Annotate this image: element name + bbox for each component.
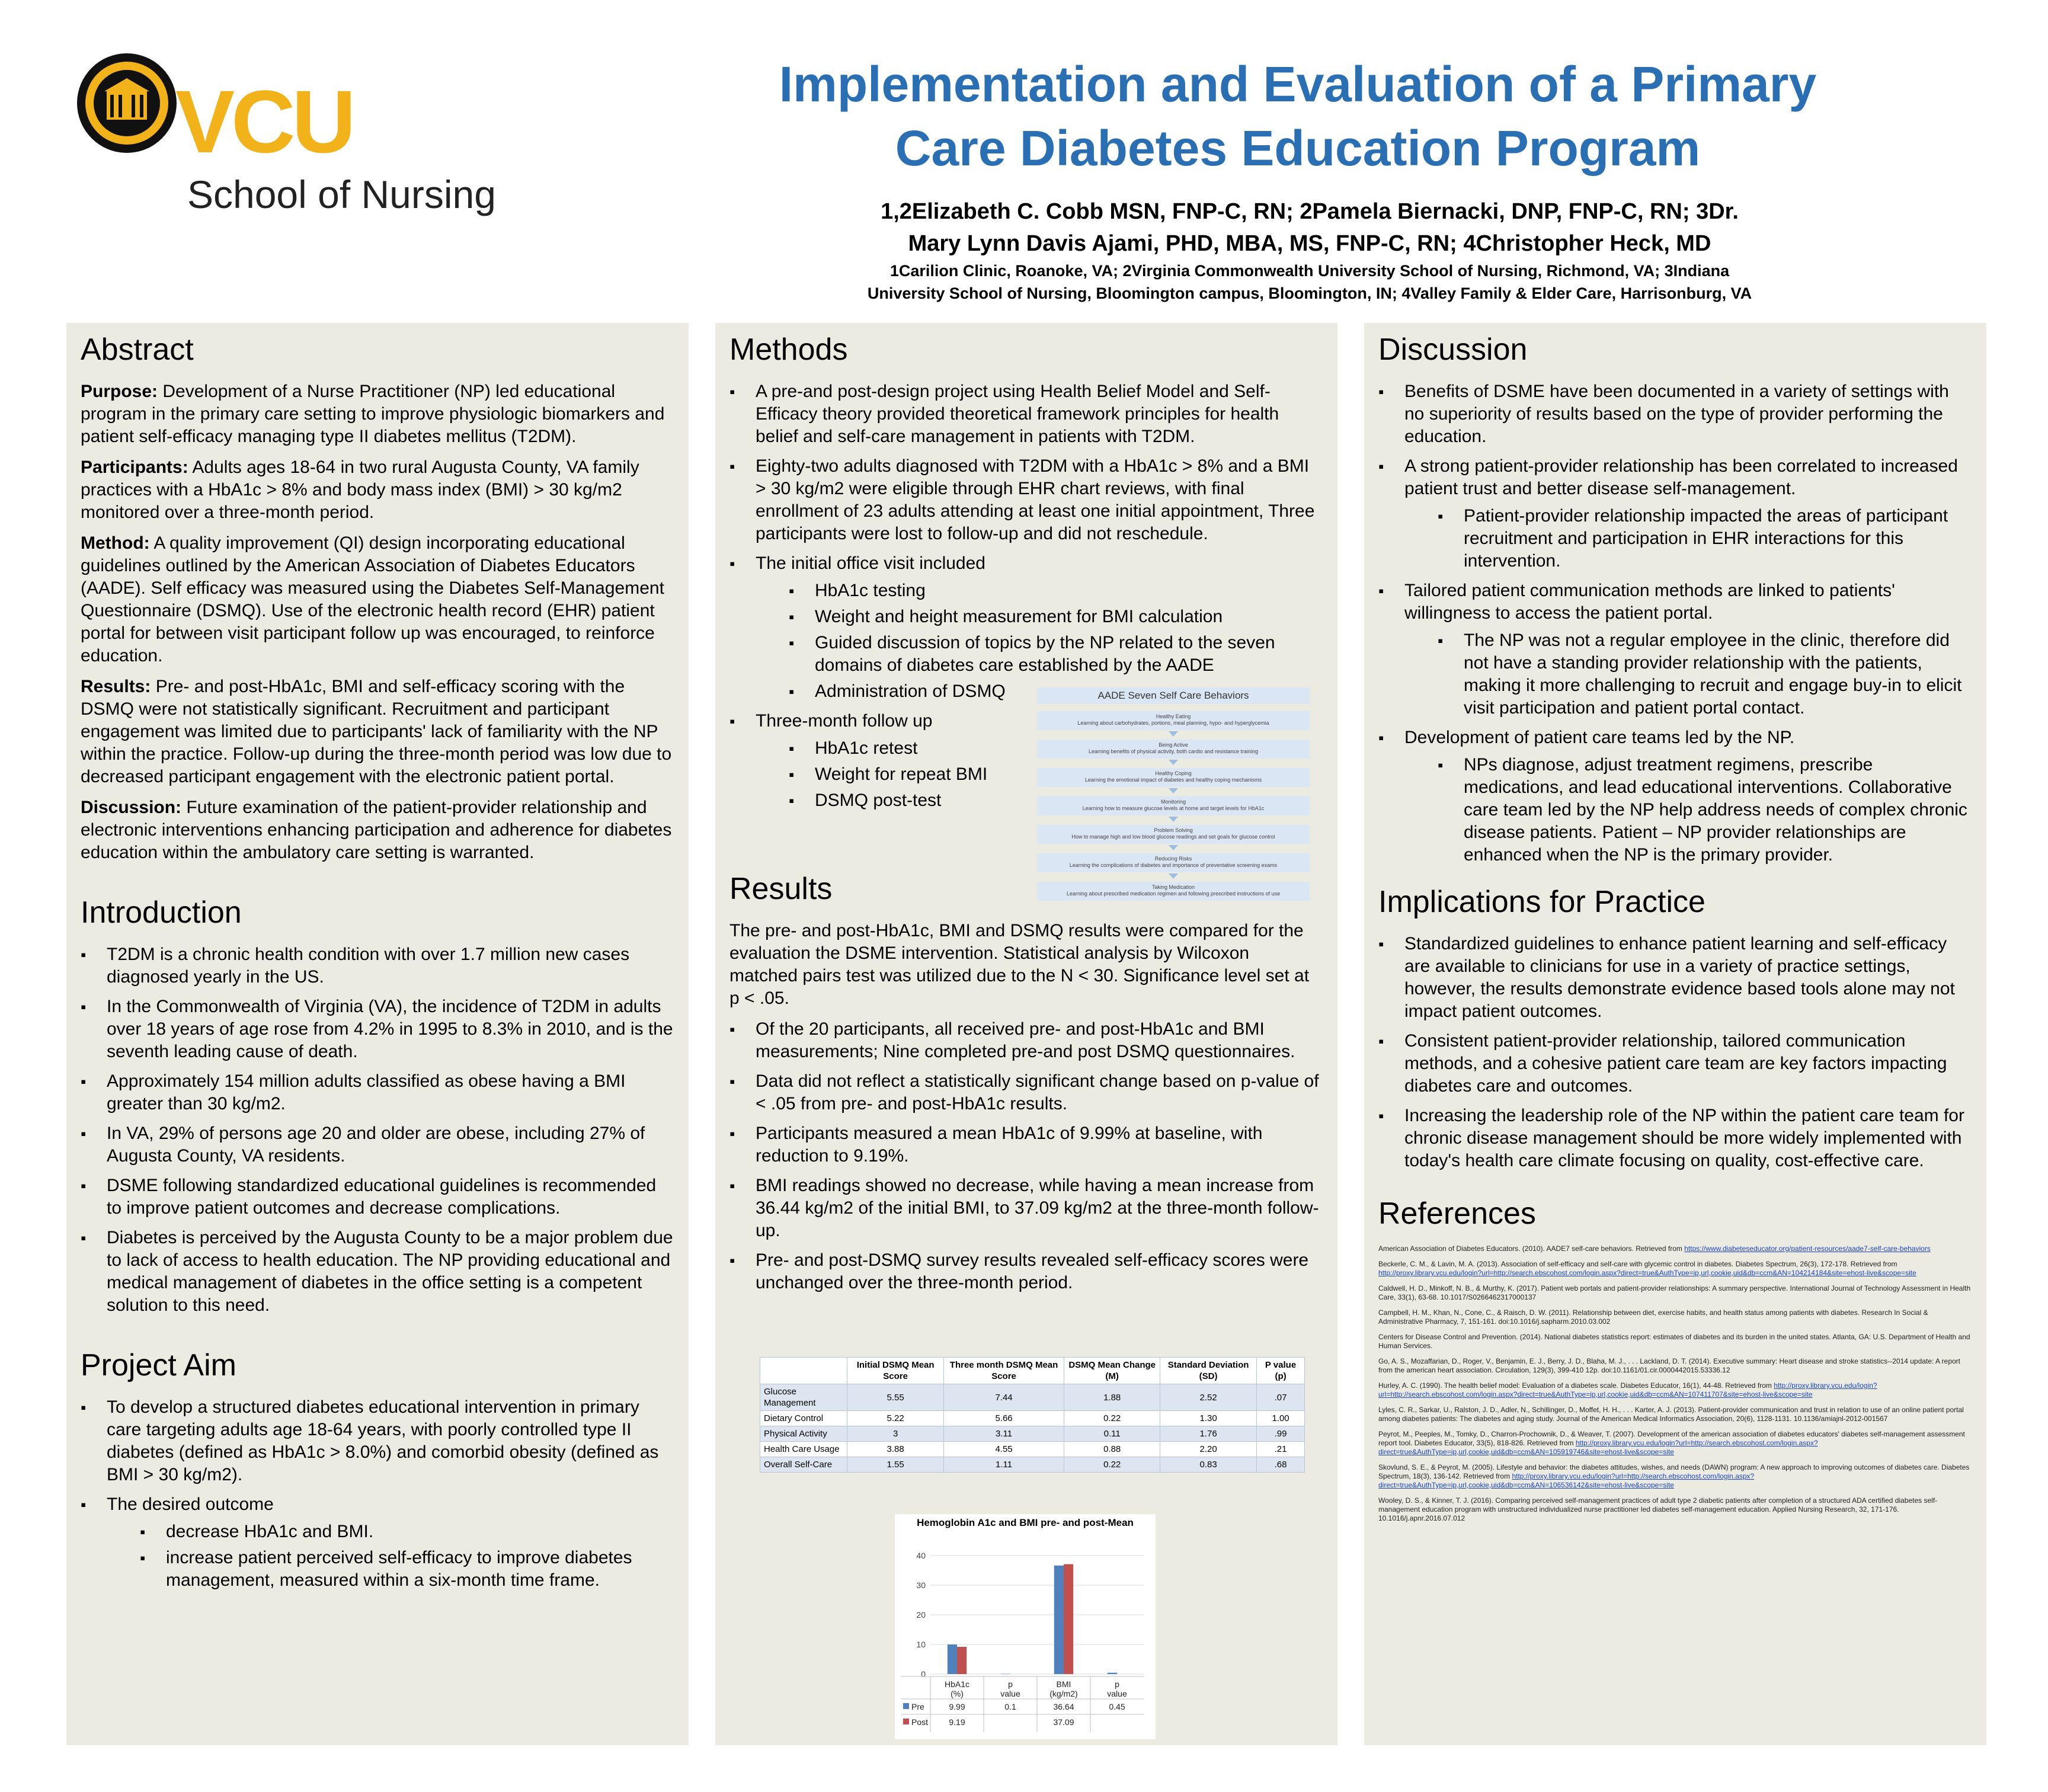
list-item: ▪ Approximately 154 million adults classified as obese having a BMI greater than 30 kg/m2.	[107, 1070, 673, 1115]
diagram-step-name: Monitoring	[1160, 799, 1186, 805]
data-label: 0.1	[1004, 1702, 1016, 1711]
abstract-discussion: Discussion: Future examination of the patient-provider relationship and electronic interventions enhancing participation and adherence for diabetes education within the ambulatory care setting is warranted.	[81, 798, 672, 862]
diagram-arrow	[1169, 873, 1178, 879]
diagram-arrow	[1169, 817, 1178, 822]
table-cell: 1.76	[1160, 1426, 1257, 1442]
x-category-label: p	[1115, 1679, 1119, 1689]
diagram-step	[1037, 853, 1310, 872]
bar	[948, 1644, 957, 1674]
table-row	[760, 1384, 1305, 1411]
list-item: ▪ Data did not reflect a statistically significant change based on p-value of < .05 from pre- and post-HbA1c results.	[756, 1070, 1322, 1115]
project-aim-list	[81, 1396, 673, 1592]
y-tick-label: 20	[916, 1610, 926, 1620]
bar	[1064, 1564, 1073, 1674]
table-cell: 0.83	[1160, 1457, 1257, 1473]
diagram-step-name: Problem Solving	[1154, 827, 1193, 833]
abstract-section	[81, 332, 673, 864]
diagram-step-desc: Learning benefits of physical activity, both cardio and resistance training	[1089, 748, 1258, 754]
vcu-seal-logo	[76, 52, 178, 154]
list-item: ▪ In the Commonwealth of Virginia (VA), the incidence of T2DM in adults over 18 years of age rose from 4.2% in 1995 to 8.3% in 2010, and is the seventh leading cause of death.	[107, 996, 673, 1063]
results-section	[729, 871, 1322, 1294]
diagram-step-name: Healthy Eating	[1156, 713, 1191, 719]
sub-list-item: ▪ DSMQ post-test	[815, 789, 1322, 812]
aade-behaviors-diagram	[1037, 687, 1310, 913]
title-line2: Care Diabetes Education Program	[895, 120, 1701, 176]
list-item: ▪ Consistent patient-provider relationship, tailored communication methods, and a cohesive patient care team are key factors impacting diabetes care and outcomes.	[1404, 1030, 1971, 1097]
diagram-step-name: Being Active	[1159, 742, 1188, 748]
sub-list-item: ▪ HbA1c testing	[815, 580, 1322, 602]
table-cell: 1.88	[1064, 1384, 1160, 1411]
x-category-label: value	[1107, 1689, 1127, 1698]
y-tick-label: 0	[921, 1669, 926, 1679]
list-item: ▪ Three-month follow up ▪ HbA1c retest ▪ Weight for repeat BMI ▪ DSMQ post-test	[756, 710, 1322, 812]
legend-label: Pre	[911, 1702, 924, 1711]
list-item: ▪ Increasing the leadership role of the NP within the patient care team for chronic disease management should be more widely implemented with today's health care climate focusing on quality, cost-effective care.	[1404, 1105, 1971, 1172]
affil-line1: 1Carilion Clinic, Roanoke, VA; 2Virginia Commonwealth University School of Nursing, Richmond, VA; 3Indiana	[889, 262, 1730, 280]
table-row	[760, 1426, 1305, 1442]
reference-item: Wooley, D. S., & Kinner, T. J. (2016). Comparing perceived self-management practices of adult type 2 diabetic patients after completion of a structured ADA certified diabetes self-management education program with unstructured individualized nurse practitioner led diabetes self-management education. Applied Nursing Research, 32, 171-176. 10.1016/j.apnr.2016.07.012	[1378, 1496, 1938, 1522]
reference-link[interactable]: http://proxy.library.vcu.edu/login?url=http://search.ebscohost.com/login.aspx?direct=true&AuthType=ip,url,cookie,uid&db=ccm&AN=106536142&site=ehost-live&scope=site	[1378, 1472, 1755, 1489]
diagram-step-desc: Learning how to measure glucose levels at home and target levels for HbA1c	[1082, 805, 1265, 811]
diagram-step	[1037, 768, 1310, 787]
left-column	[81, 332, 673, 1609]
reference-link[interactable]: https://www.diabeteseducator.org/patient-resources/aade7-self-care-behaviors	[1684, 1244, 1931, 1253]
table-header-cell: DSMQ Mean Change (M)	[1064, 1358, 1160, 1384]
references-section	[1378, 1196, 1971, 1523]
introduction-heading: Introduction	[81, 895, 242, 930]
table-row	[760, 1411, 1305, 1426]
diagram-step	[1037, 825, 1310, 844]
affil-line2: University School of Nursing, Bloomington campus, Bloomington, IN; 4Valley Family & Elder Care, Harrisonburg, VA	[867, 284, 1752, 302]
project-aim-heading: Project Aim	[81, 1348, 236, 1383]
implications-section	[1378, 884, 1971, 1172]
list-item: ▪ The initial office visit included ▪ HbA1c testing ▪ Weight and height measurement for BMI calculation ▪ Guided discussion of topics by the NP related to the seven domains of diabetes care established by the AADE ▪ Administration of DSMQ	[756, 552, 1322, 703]
table-cell: 5.66	[943, 1411, 1064, 1426]
diagram-step-name: Healthy Coping	[1155, 770, 1192, 776]
legend-swatch	[903, 1703, 909, 1709]
abstract-heading: Abstract	[81, 332, 194, 367]
diagram-arrow	[1169, 788, 1178, 793]
sub-list-item: ▪ Weight and height measurement for BMI calculation	[815, 606, 1322, 628]
diagram-step	[1037, 796, 1310, 815]
abstract-purpose: Purpose: Development of a Nurse Practitioner (NP) led educational program in the primary care setting to improve physiologic biomarkers and patient self-efficacy managing type II diabetes mellitus (T2DM).	[81, 382, 665, 446]
table-cell: 0.88	[1064, 1442, 1160, 1457]
results-list	[729, 1018, 1322, 1294]
x-category-label: HbA1c	[944, 1679, 970, 1689]
list-item: ▪ A pre-and post-design project using Health Belief Model and Self-Efficacy theory provided theoretical framework principles for health belief and self-care management in patients with T2DM.	[756, 380, 1322, 448]
diagram-step	[1037, 882, 1310, 901]
references-list	[1378, 1244, 1971, 1523]
table-header-cell: Three month DSMQ Mean Score	[943, 1358, 1064, 1384]
references-heading: References	[1378, 1196, 1536, 1231]
table-cell: 3.88	[847, 1442, 943, 1457]
table-header-cell: P value (p)	[1257, 1358, 1305, 1384]
list-item: ▪ Tailored patient communication methods are linked to patients' willingness to access the patient portal. ▪ The NP was not a regular employee in the clinic, therefore did not have a standing provider relationship with the patients, making it more challenging to recruit and engage buy-in to elicit visit participation and patient portal contact.	[1404, 580, 1971, 719]
table-cell: .07	[1257, 1384, 1305, 1411]
table-cell: 1.55	[847, 1457, 943, 1473]
table-cell: 2.20	[1160, 1442, 1257, 1457]
table-header-cell: Initial DSMQ Mean Score	[847, 1358, 943, 1384]
data-label: 9.99	[949, 1702, 965, 1711]
list-item: ▪ In VA, 29% of persons age 20 and older are obese, including 27% of Augusta County, VA residents.	[107, 1122, 673, 1167]
data-label: 37.09	[1053, 1717, 1074, 1727]
table-cell: 3.11	[943, 1426, 1064, 1442]
sub-list-item: ▪ HbA1c retest	[815, 737, 1322, 760]
sub-list	[756, 580, 1322, 703]
affiliations	[747, 260, 1873, 305]
authors	[747, 196, 1873, 260]
table-cell: 1.00	[1257, 1411, 1305, 1426]
sub-list	[1404, 754, 1971, 866]
reference-link[interactable]: http://proxy.library.vcu.edu/login?url=http://search.ebscohost.com/login.aspx?direct=true&AuthType=ip,url,cookie,uid&db=ccm&AN=107411707&site=ehost-live&scope=site	[1378, 1381, 1877, 1399]
table-cell: Physical Activity	[760, 1426, 847, 1442]
diagram-step	[1037, 740, 1310, 759]
reference-link[interactable]: http://proxy.library.vcu.edu/login?url=http://search.ebscohost.com/login.aspx?direct=true&AuthType=ip,url,cookie,uid&db=ccm&AN=104214184&site=ehost-live&scope=site	[1378, 1269, 1916, 1277]
bar	[1001, 1674, 1010, 1675]
list-item: ▪ DSME following standardized educational guidelines is recommended to improve patient outcomes and decrease complications.	[107, 1175, 673, 1220]
authors-line2: Mary Lynn Davis Ajami, PHD, MBA, MS, FNP-C, RN; 4Christopher Heck, MD	[908, 231, 1711, 256]
table-header-row	[760, 1358, 1305, 1384]
table-cell: 7.44	[943, 1384, 1064, 1411]
list-item: ▪ Diabetes is perceived by the Augusta County to be a major problem due to lack of access to health education. The NP providing educational and medical management of diabetes in the office setting is a competent solution to this need.	[107, 1227, 673, 1317]
abstract-method: Method: A quality improvement (QI) design incorporating educational guidelines outlined by the American Association of Diabetes Educators (AADE). Self efficacy was measured using the Diabetes Self-Management Questionnaire (DSMQ). Use of the electronic health record (EHR) patient portal for between visit participant follow up was encouraged, to reinforce education.	[81, 533, 664, 665]
table-cell: Overall Self-Care	[760, 1457, 847, 1473]
poster-title	[687, 52, 1908, 180]
reference-item: American Association of Diabetes Educators. (2010). AADE7 self-care behaviors. Retrieved from https://www.diabeteseducator.org/patient-resources/aade7-self-care-behaviors	[1378, 1244, 1931, 1253]
diagram-step-desc: How to manage high and low blood glucose readings and set goals for glucose control	[1071, 834, 1275, 840]
results-intro: The pre- and post-HbA1c, BMI and DSMQ results were compared for the evaluation the DSME intervention. Statistical analysis by Wilcoxon matched pairs test was utilized due to the N < 30. Significance level set at p < .05.	[729, 921, 1310, 1008]
table-cell: 2.52	[1160, 1384, 1257, 1411]
table-cell: 0.22	[1064, 1411, 1160, 1426]
reference-item: Campbell, H. M., Khan, N., Cone, C., & Raisch, D. W. (2011). Relationship between diet, exercise habits, and health status among patients with diabetes. Research In Social & Administrative Pharmacy, 7, 151-161. doi:10.1016/j.sapharm.2010.03.002	[1378, 1308, 1928, 1326]
school-name: School of Nursing	[187, 172, 496, 216]
sub-list-item: ▪ The NP was not a regular employee in the clinic, therefore did not have a standing provider relationship with the patients, making it more challenging to recruit and engage buy-in to elicit visit participation and patient portal contact.	[1464, 629, 1971, 719]
reference-item: Lyles, C. R., Sarkar, U., Ralston, J. D., Adler, N., Schillinger, D., Moffet, H. H., . . . Karter, A. J. (2013). Patient-provider communication and trust in relation to use of an online patient portal among diabetes patients: The diabetes and aging study. Journal of the American Medical Informatics Association, 20(6), 1128-1131. 10.1136/amiajnl-2012-001567	[1378, 1406, 1964, 1423]
diagram-arrow	[1169, 731, 1178, 737]
table-cell: 5.22	[847, 1411, 943, 1426]
diagram-step-desc: Learning about prescribed medication regimen and following prescribed instructions of use	[1066, 891, 1281, 897]
abstract-participants: Participants: Adults ages 18-64 in two rural Augusta County, VA family practices with a HbA1c > 8% and body mass index (BMI) > 30 kg/m2 monitored over a three-month period.	[81, 457, 639, 522]
list-item: ▪ The desired outcome ▪ decrease HbA1c and BMI. ▪ increase patient perceived self-efficacy to improve diabetes management, measured within a six-month time frame.	[107, 1493, 673, 1592]
table-cell: 1.30	[1160, 1411, 1257, 1426]
sub-list-item: ▪ NPs diagnose, adjust treatment regimens, prescribe medications, and lead educational interventions. Collaborative care team led by the NP help address needs of complex chronic disease patients. Patient – NP provider relationships are enhanced when the NP is the primary provider.	[1464, 754, 1971, 866]
diagram-arrow	[1169, 760, 1178, 765]
data-label: 0.45	[1109, 1702, 1125, 1711]
table-row	[760, 1457, 1305, 1473]
list-item: ▪ Participants measured a mean HbA1c of 9.99% at baseline, with reduction to 9.19%.	[756, 1122, 1322, 1167]
discussion-heading: Discussion	[1378, 332, 1528, 367]
reference-link[interactable]: http://proxy.library.vcu.edu/login?url=http://search.ebscohost.com/login.aspx?direct=true&AuthType=ip,url,cookie,uid&db=ccm&AN=105919746&site=ehost-live&scope=site	[1378, 1439, 1818, 1456]
introduction-list	[81, 943, 673, 1317]
sub-list-item: ▪ Administration of DSMQ	[815, 680, 1322, 703]
data-label: 9.19	[949, 1717, 965, 1727]
reference-item: Caldwell, H. D., Minkoff, N. B., & Murthy, K. (2017). Patient web portals and patient-provider relationships: A summary perspective. International Journal of Technology Assessment in Health Care, 33(1), 63-68. 10.1017/S0266462317000137	[1378, 1284, 1971, 1301]
table-cell: .68	[1257, 1457, 1305, 1473]
table-cell: Health Care Usage	[760, 1442, 847, 1457]
list-item: ▪ Standardized guidelines to enhance patient learning and self-efficacy are available to clinicians for use in a variety of practice settings, however, the results demonstrate evidence based tools alone may not impact patient outcomes.	[1404, 933, 1971, 1023]
abstract-results: Results: Pre- and post-HbA1c, BMI and self-efficacy scoring with the DSMQ were not statistically significant. Recruitment and participant engagement was limited due to participants' lack of familiarity with the NP within the practice. Follow-up during the three-month period was low due to decreased participant engagement with the electronic patient portal.	[81, 677, 672, 786]
x-category-label: p	[1008, 1679, 1013, 1689]
diagram-title: AADE Seven Self Care Behaviors	[1037, 687, 1310, 704]
chart-title: Hemoglobin A1c and BMI pre- and post-Mean	[917, 1517, 1134, 1528]
table-cell: Dietary Control	[760, 1411, 847, 1426]
list-item: ▪ To develop a structured diabetes educational intervention in primary care targeting adults age 18-64 years, with poorly controlled type II diabetes (defined as HbA1c > 8.0%) and comorbid obesity (defined as BMI > 30 kg/m2).	[107, 1396, 673, 1486]
bar	[1054, 1566, 1064, 1674]
hba1c-bmi-chart	[895, 1514, 1156, 1739]
authors-line1: 1,2Elizabeth C. Cobb MSN, FNP-C, RN; 2Pamela Biernacki, DNP, FNP-C, RN; 3Dr.	[881, 199, 1739, 224]
implications-heading: Implications for Practice	[1378, 885, 1705, 919]
list-item: ▪ A strong patient-provider relationship has been correlated to increased patient trust and better disease self-management. ▪ Patient-provider relationship impacted the areas of participant recruitment and participation in EHR interactions for this intervention.	[1404, 455, 1971, 572]
diagram-step	[1037, 711, 1310, 730]
methods-heading: Methods	[729, 332, 848, 367]
reference-item: Beckerle, C. M., & Lavin, M. A. (2013). Association of self-efficacy and self-care with glycemic control in diabetes. Diabetes Spectrum, 26(3), 172-178. Retrieved from http://proxy.library.vcu.edu/login?url=http://search.ebscohost.com/login.aspx?direct=true&AuthType=ip,url,cookie,uid&db=ccm&AN=104214184&site=ehost-live&scope=site	[1378, 1260, 1916, 1277]
table-cell: 0.11	[1064, 1426, 1160, 1442]
results-heading: Results	[729, 872, 833, 906]
sub-list-item: ▪ Weight for repeat BMI	[815, 763, 1322, 786]
table-cell: 4.55	[943, 1442, 1064, 1457]
list-item: ▪ BMI readings showed no decrease, while having a mean increase from 36.44 kg/m2 of the initial BMI, to 37.09 kg/m2 at the three-month follow-up.	[756, 1175, 1322, 1242]
legend-label: Post	[911, 1717, 929, 1727]
reference-item: Centers for Disease Control and Prevention. (2014). National diabetes statistics report: estimates of diabetes and its burden in the united states. Atlanta, GA: U.S. Department of Health and Human Services.	[1378, 1333, 1970, 1350]
list-item: ▪ T2DM is a chronic health condition with over 1.7 million new cases diagnosed yearly in the US.	[107, 943, 673, 988]
discussion-list	[1378, 380, 1971, 866]
list-item: ▪ Of the 20 participants, all received pre- and post-HbA1c and BMI measurements; Nine completed pre-and post DSMQ questionnaires.	[756, 1018, 1322, 1063]
table-header-cell	[760, 1358, 847, 1384]
sub-list-item: ▪ increase patient perceived self-efficacy to improve diabetes management, measured within a six-month time frame.	[166, 1547, 673, 1592]
sub-list-item: ▪ Patient-provider relationship impacted the areas of participant recruitment and participation in EHR interactions for this intervention.	[1464, 505, 1971, 572]
discussion-section	[1378, 332, 1971, 866]
table-cell: .99	[1257, 1426, 1305, 1442]
diagram-step-desc: Learning the complications of diabetes and importance of preventative screening exams	[1069, 862, 1278, 868]
vcu-logo-text: VCU	[175, 72, 353, 171]
list-item: ▪ Eighty-two adults diagnosed with T2DM with a HbA1c > 8% and a BMI > 30 kg/m2 were eligible through EHR chart reviews, with final enrollment of 23 adults attending at least one initial appointment, Three participants were lost to follow-up and did not reschedule.	[756, 455, 1322, 545]
diagram-step-desc: Learning the emotional impact of diabetes and healthy coping mechanisms	[1084, 777, 1262, 783]
legend-swatch	[903, 1719, 909, 1724]
table-cell: 5.55	[847, 1384, 943, 1411]
x-category-label: BMI	[1056, 1679, 1071, 1689]
diagram-step-name: Reducing Risks	[1154, 856, 1192, 862]
table-cell: Glucose Management	[760, 1384, 847, 1411]
list-item: ▪ Development of patient care teams led by the NP. ▪ NPs diagnose, adjust treatment regimens, prescribe medications, and lead educational interventions. Collaborative care team led by the NP help address needs of complex chronic disease patients. Patient – NP provider relationships are enhanced when the NP is the primary provider.	[1404, 727, 1971, 866]
x-category-label: value	[1000, 1689, 1020, 1698]
table-cell: 0.22	[1064, 1457, 1160, 1473]
diagram-arrow	[1169, 845, 1178, 850]
sub-list-item: ▪ Guided discussion of topics by the NP related to the seven domains of diabetes care established by the AADE	[815, 632, 1322, 677]
data-label: 36.64	[1053, 1702, 1074, 1711]
list-item: ▪ Pre- and post-DSMQ survey results revealed self-efficacy scores were unchanged over the three-month period.	[756, 1249, 1322, 1294]
table-cell: 3	[847, 1426, 943, 1442]
y-tick-label: 30	[916, 1580, 926, 1590]
table-cell: .21	[1257, 1442, 1305, 1457]
table-row	[760, 1442, 1305, 1457]
y-tick-label: 10	[916, 1640, 926, 1649]
right-column	[1378, 332, 1971, 1541]
project-aim-section	[81, 1348, 673, 1592]
sub-list	[1404, 505, 1971, 572]
table-cell: 1.11	[943, 1457, 1064, 1473]
x-category-label: (%)	[951, 1689, 964, 1698]
diagram-step-desc: Learning about carbohydrates, portions, meal planning, hypo- and hyperglycemia	[1077, 720, 1269, 726]
sub-list	[107, 1521, 673, 1592]
bar	[1108, 1673, 1117, 1674]
sub-list-item: ▪ decrease HbA1c and BMI.	[166, 1521, 673, 1543]
title-line1: Implementation and Evaluation of a Primary	[779, 56, 1817, 112]
introduction-section	[81, 895, 673, 1317]
x-category-label: (kg/m2)	[1049, 1689, 1078, 1698]
diagram-step-name: Taking Medication	[1151, 884, 1195, 890]
list-item: ▪ Benefits of DSME have been documented in a variety of settings with no superiority of results based on the type of provider performing the education.	[1404, 380, 1971, 448]
table-header-cell: Standard Deviation (SD)	[1160, 1358, 1257, 1384]
reference-item: Skovlund, S. E., & Peyrot, M. (2005). Lifestyle and behavior: the diabetes attitudes, wishes, and needs (DAWN) program: A new approach to improving outcomes of diabetes care. Diabetes Spectrum, 18(3), 136-142. Retrieved from http://proxy.library.vcu.edu/login?url=http://search.ebscohost.com/login.aspx?direct=true&AuthType=ip,url,cookie,uid&db=ccm&AN=106536142&site=ehost-live&scope=site	[1378, 1463, 1970, 1489]
reference-item: Hurley, A. C. (1990). The health belief model: Evaluation of a diabetes scale. Diabetes Educator, 16(1), 44-48. Retrieved from http://proxy.library.vcu.edu/login?url=http://search.ebscohost.com/login.aspx?direct=true&AuthType=ip,url,cookie,uid&db=ccm&AN=107411707&site=ehost-live&scope=site	[1378, 1381, 1877, 1399]
sub-list	[1404, 629, 1971, 719]
dsmq-table	[760, 1357, 1305, 1473]
y-tick-label: 40	[916, 1551, 926, 1560]
reference-item: Peyrot, M., Peeples, M., Tomky, D., Charron-Prochownik, D., & Weaver, T. (2007). Development of the american association of diabetes educators' diabetes self-management assessment report tool. Diabetes Educator, 33(5), 818-826. Retrieved from http://proxy.library.vcu.edu/login?url=http://search.ebscohost.com/login.aspx?direct=true&AuthType=ip,url,cookie,uid&db=ccm&AN=105919746&site=ehost-live&scope=site	[1378, 1430, 1965, 1456]
chart-svg	[895, 1514, 1156, 1739]
reference-item: Go, A. S., Mozaffarian, D., Roger, V., Benjamin, E. J., Berry, J. D., Blaha, M. J., . . . Lackland, D. T. (2014). Executive summary: Heart disease and stroke statistics--2014 update: A report from the american heart association. Circulation, 129(3), 399-410 12p. doi:10.1161/01.cir.0000442015.53336.12	[1378, 1357, 1960, 1374]
implications-list	[1378, 933, 1971, 1172]
bar	[957, 1647, 967, 1674]
